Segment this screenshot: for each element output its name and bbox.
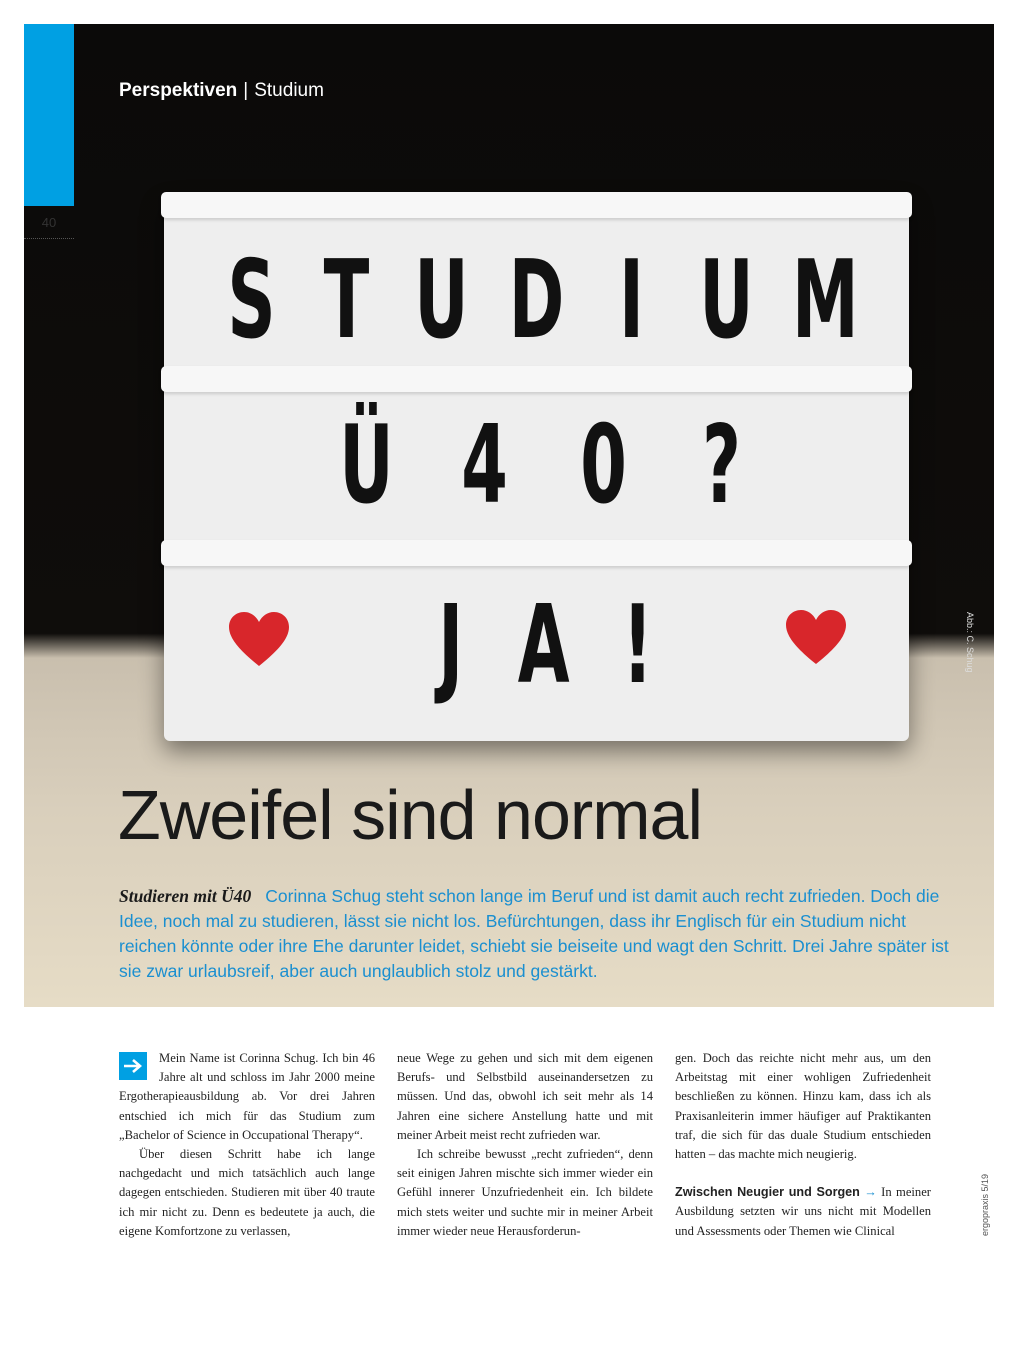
- article-lead: [119, 884, 949, 984]
- lightbox-row-1: [204, 231, 869, 371]
- section-label: Perspektiven: [119, 80, 238, 101]
- header-separator: |: [243, 80, 249, 101]
- lightbox-rail: [161, 540, 912, 566]
- letter-tile: U: [414, 238, 469, 363]
- article-title: Zweifel sind normal: [118, 776, 702, 854]
- letter-tile: !: [622, 583, 653, 708]
- photo-credit: Abb.: C. Schug: [965, 612, 975, 673]
- section-header: [119, 80, 324, 102]
- lead-text: Corinna Schug steht schon lange im Beruf und ist damit auch recht zufrieden. Doch die Idee, noch mal zu studieren, lässt sie nicht los. Befürchtungen, dass ihr Englisch für ein Studium nicht reichen könnte oder ihre Ehe darunter leidet, schiebt sie beiseite und wagt den Schritt. Drei Jahre später ist sie zwar urlaubsreif, aber auch unglaublich stolz und gestärkt.: [119, 886, 949, 981]
- article-kicker: Studieren mit Ü40: [119, 886, 252, 906]
- subheading: Zwischen Neugier und Sorgen: [675, 1185, 860, 1200]
- paragraph: In meiner Ausbildung setzten wir uns nicht mit Modellen und Assessments oder Themen wie Clinical: [675, 1185, 931, 1238]
- letter-tile: M: [792, 238, 859, 363]
- article-body: [119, 1049, 931, 1241]
- letter-tile: 0: [579, 403, 627, 528]
- paragraph: gen. Doch das reichte nicht mehr aus, um den Arbeitstag mit einer wohligen Zufriedenheit beschließen zu können. Hinzu kam, dass ich als Praxisanleiterin immer häufiger auf Praktikanten traf, die sich für das duale Studium entschieden hatten – das machte mich neugierig.: [675, 1051, 931, 1162]
- lightbox-rail: [161, 192, 912, 218]
- letter-tile: 4: [461, 403, 509, 528]
- subsection-label: Studium: [254, 80, 324, 101]
- heart-icon: [784, 606, 848, 670]
- letter-tile: T: [323, 238, 370, 363]
- letter-tile: A: [518, 583, 570, 708]
- lightbox-rail: [161, 366, 912, 392]
- letter-tile: J: [438, 583, 464, 708]
- paragraph: Mein Name ist Corinna Schug. Ich bin 46 Jahre alt und schloss im Jahr 2000 meine Ergotherapieausbildung ab. Vor drei Jahren entschied ich mich für das Studium zum „Bachelor of Science in Occupational Therapy“.: [119, 1051, 375, 1142]
- hero-photo: [24, 24, 994, 1007]
- page-number: 40: [24, 215, 74, 239]
- letter-tile: Ü: [339, 403, 394, 528]
- paragraph: neue Wege zu gehen und sich mit dem eigenen Berufs- und Selbstbild auseinandersetzen zu müssen. Und das, obwohl ich seit mehr als 14 Jahren eine sichere Anstellung hatte und mit meiner Arbeit meist recht zufrieden war.: [397, 1051, 653, 1142]
- letter-tile: S: [227, 238, 276, 363]
- arrow-right-icon: [119, 1052, 147, 1080]
- lightbox-sign: [164, 196, 909, 741]
- letter-tile: I: [619, 238, 644, 363]
- letter-tile: D: [508, 238, 565, 363]
- journal-reference: ergopraxis 5/19: [980, 1173, 990, 1236]
- paragraph: Ich schreibe bewusst „recht zufrieden“, denn seit einigen Jahren mischte sich immer wieder ein Gefühl innerer Unzufriedenheit ein. Ich bildete mich stets weiter und suchte mir in meiner Arbeit immer wieder neue Herausforderun-: [397, 1147, 653, 1238]
- body-column-3: [675, 1049, 931, 1241]
- heart-icon: [227, 608, 291, 672]
- lightbox-row-3: [404, 576, 684, 716]
- paragraph: Über diesen Schritt habe ich lange nachgedacht und mich tatsächlich auch lange dagegen entschieden. Studieren mit über 40 traute ich mir nicht zu. Denn es bedeutete ja auch, die eigene Komfortzone zu verlassen,: [119, 1147, 375, 1238]
- lightbox-row-2: [319, 396, 769, 536]
- letter-tile: ?: [702, 403, 741, 528]
- section-accent-bar: [24, 24, 74, 206]
- letter-tile: U: [699, 238, 754, 363]
- arrow-icon: →: [864, 1185, 877, 1200]
- body-column-2: [397, 1049, 653, 1241]
- body-column-1: [119, 1049, 375, 1241]
